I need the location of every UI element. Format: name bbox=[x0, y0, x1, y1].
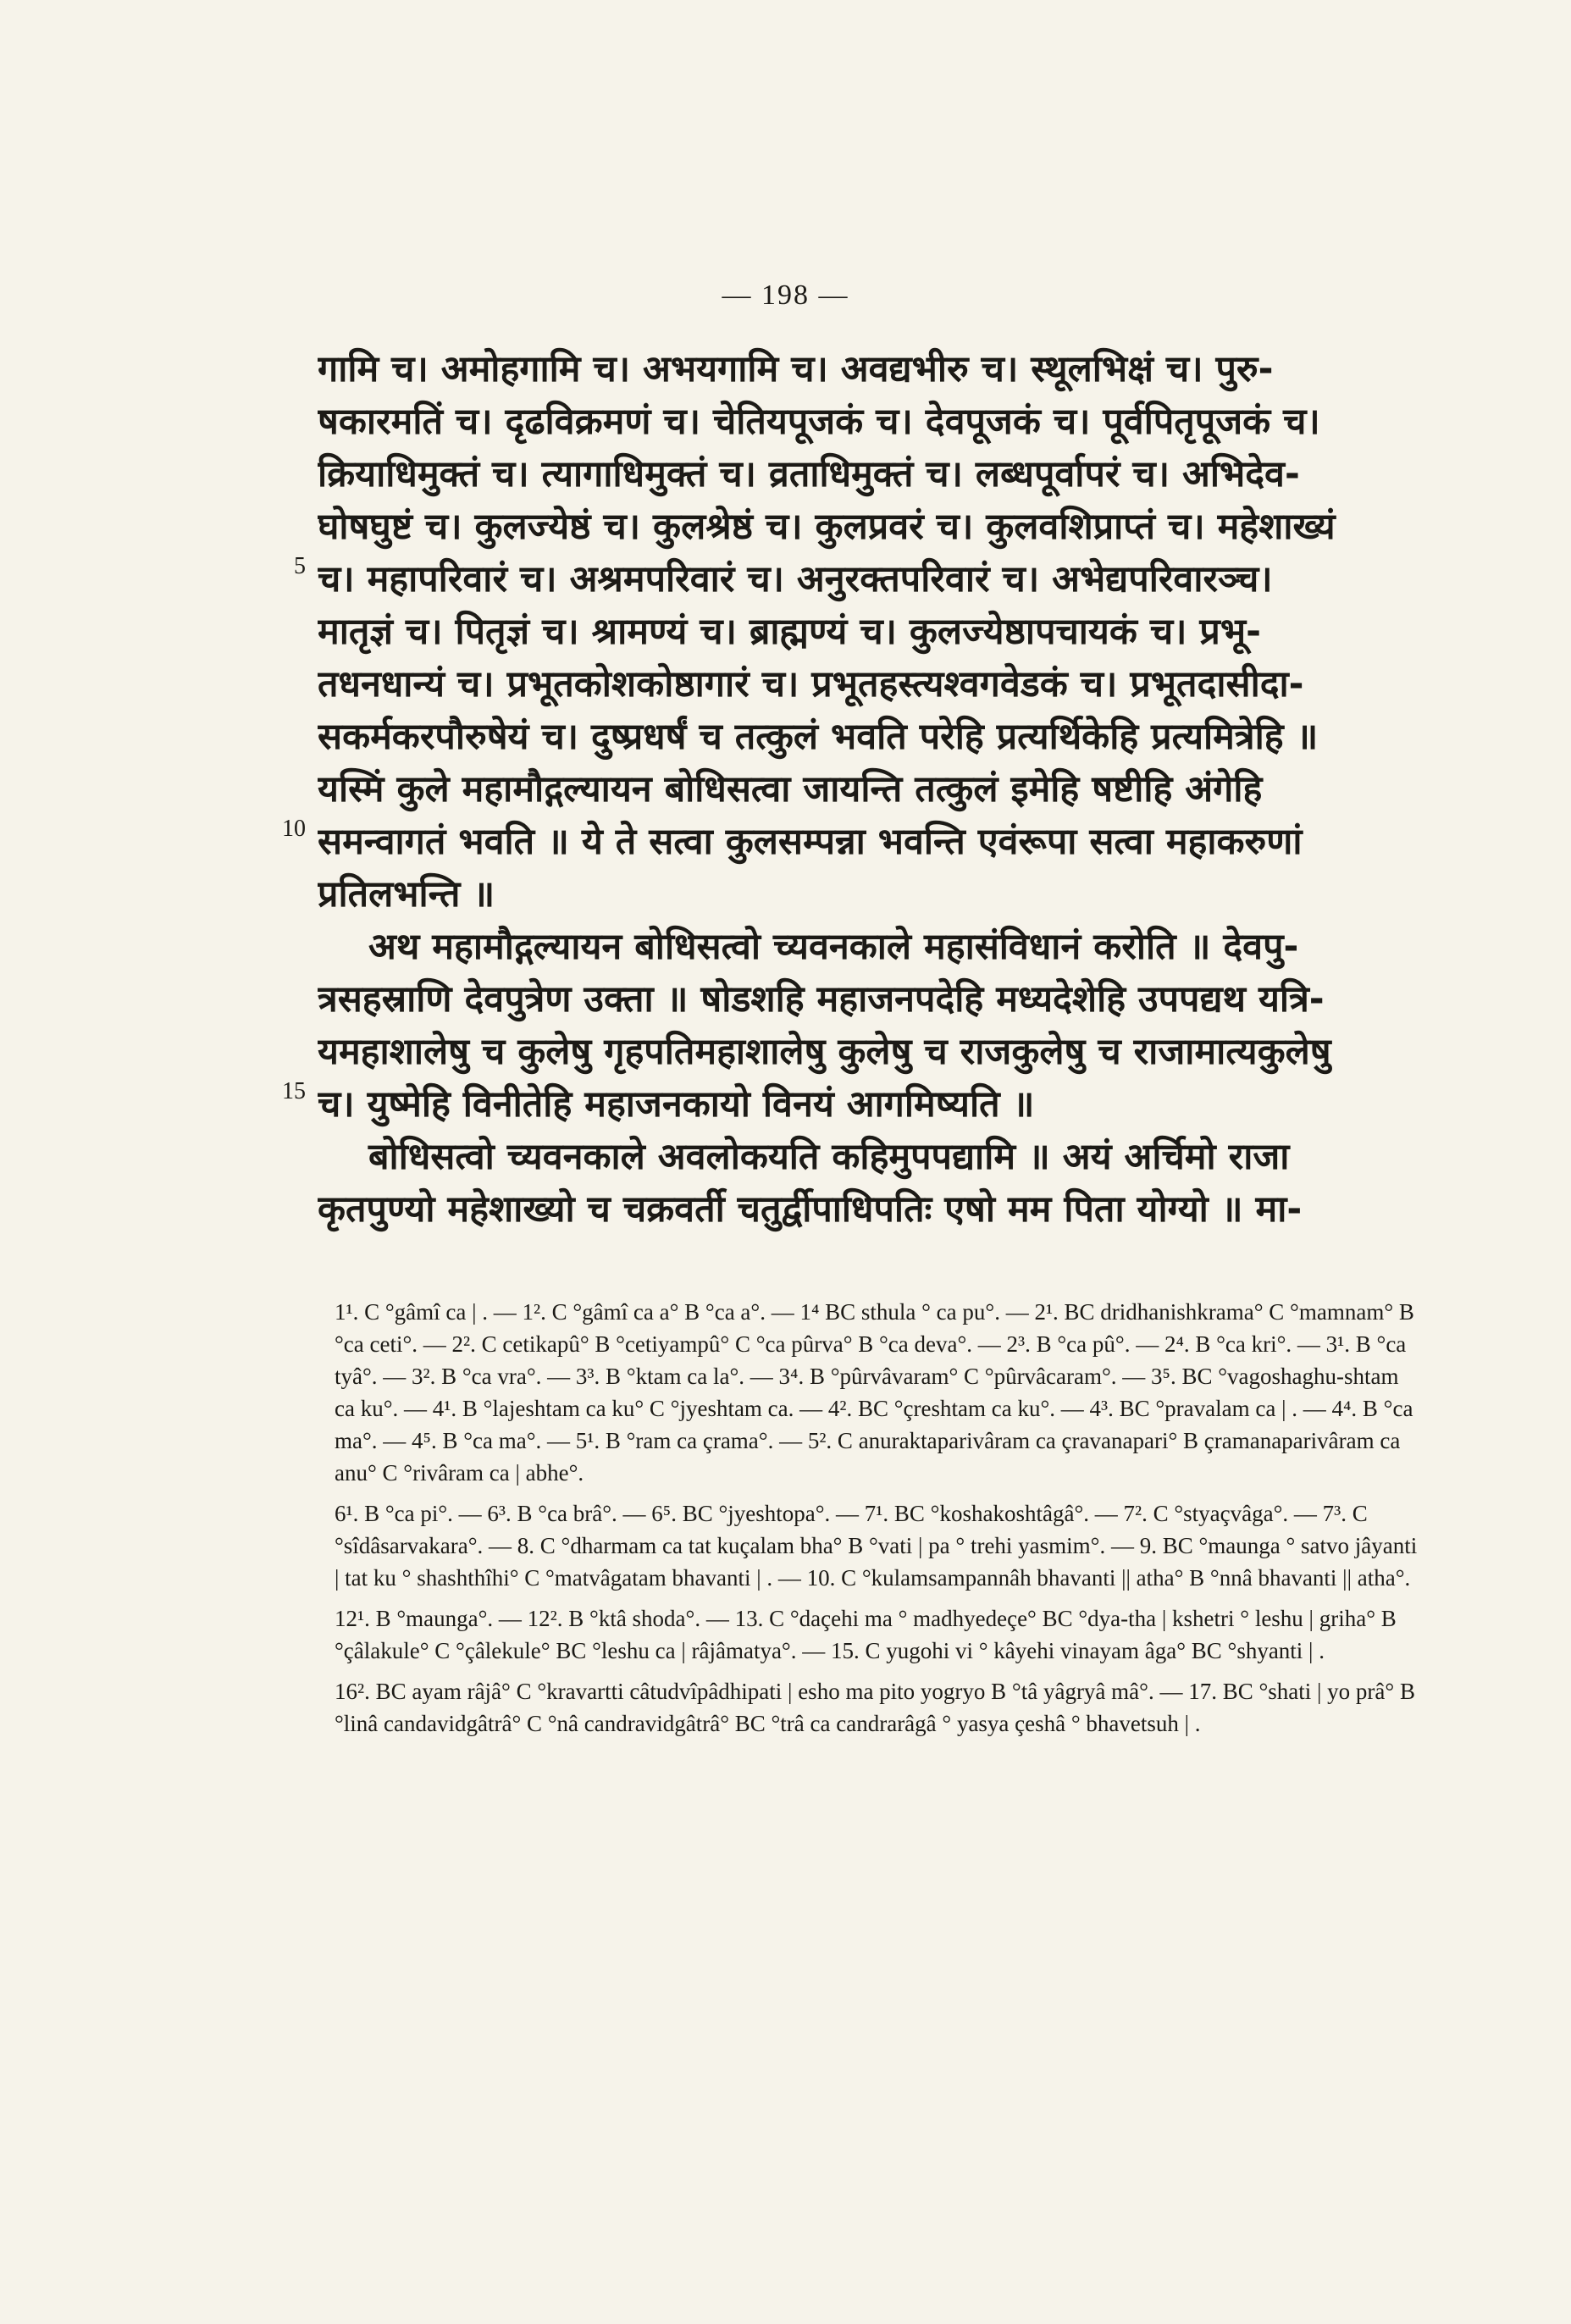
line-text: तधनधान्यं च। प्रभूतकोशकोष्ठागारं च। प्रभूतहस्त्यश्वगवेडकं च। प्रभूतदासीदा- bbox=[318, 663, 1304, 706]
line-text: मातृज्ञं च। पितृज्ञं च। श्रामण्यं च। ब्राह्मण्यं च। कुलज्येष्ठापचायकं च। प्रभू- bbox=[318, 611, 1261, 653]
line-text: त्रसहस्राणि देवपुत्रेण उक्ता ॥ षोडशहि महाजनपदेहि मध्यदेशेहि उपपद्यथ यत्रि- bbox=[318, 978, 1325, 1021]
text-line bbox=[282, 816, 1440, 868]
line-text: अथ महामौद्गल्यायन बोधिसत्वो च्यवनकाले महासंविधानं करोति ॥ देवपु- bbox=[368, 926, 1299, 968]
text-line bbox=[318, 606, 1440, 658]
line-text: च। महापरिवारं च। अश्रमपरिवारं च। अनुरक्तपरिवारं च। अभेद्यपरिवारञ्च। bbox=[318, 558, 1273, 600]
line-text: च। युष्मेहि विनीतेहि महाजनकायो विनयं आगमिष्यति ॥ bbox=[318, 1083, 1035, 1126]
text-line bbox=[318, 1026, 1440, 1078]
line-number: 15 bbox=[282, 1078, 306, 1104]
text-line bbox=[318, 973, 1440, 1026]
page-number: — 198 — bbox=[722, 279, 849, 311]
main-text bbox=[282, 343, 1440, 1236]
footnote-paragraph: 16². BC ayam râjâ° C °kravartti câtudvîpâdhipati | esho ma pito yogryo B °tâ yâgryâ mâ°. — 17. BC °shati | yo prâ° B °linâ candavidgâtrâ° C °nâ candravidgâtrâ° BC °trâ ca candrarâgâ ° yasya çeshâ ° bhavetsuh | . bbox=[335, 1679, 1415, 1736]
footnotes bbox=[335, 1296, 1419, 1748]
line-text: क्रियाधिमुक्तं च। त्यागाधिमुक्तं च। व्रताधिमुक्तं च। लब्धपूर्वापरं च। अभिदेव- bbox=[318, 453, 1300, 495]
text-line bbox=[318, 658, 1440, 711]
line-text: यमहाशालेषु च कुलेषु गृहपतिमहाशालेषु कुलेषु च राजकुलेषु च राजामात्यकुलेषु bbox=[318, 1031, 1331, 1073]
line-text: षकारमतिं च। दृढविक्रमणं च। चेतियपूजकं च। देवपूजकं च। पूर्वपितृपूजकं च। bbox=[318, 401, 1320, 443]
text-line bbox=[318, 868, 1440, 921]
line-text: कृतपुण्यो महेशाख्यो च चक्रवर्ती चतुर्द्वीपाधिपतिः एषो मम पिता योग्यो ॥ मा- bbox=[318, 1188, 1303, 1231]
line-text: समन्वागतं भवति ॥ ये ते सत्वा कुलसम्पन्ना भवन्ति एवंरूपा सत्वा महाकरुणां bbox=[318, 821, 1303, 863]
line-text: गामि च। अमोहगामि च। अभयगामि च। अवद्यभीरु च। स्थूलभिक्षं च। पुरु- bbox=[318, 348, 1274, 390]
line-text: प्रतिलभन्ति ॥ bbox=[318, 873, 495, 916]
text-line bbox=[318, 763, 1440, 816]
text-line bbox=[318, 1131, 1440, 1183]
text-line bbox=[318, 343, 1440, 396]
line-text: बोधिसत्वो च्यवनकाले अवलोकयति कहिमुपपद्यामि ॥ अयं अर्चिमो राजा bbox=[368, 1136, 1290, 1178]
line-text: सकर्मकरपौरुषेयं च। दुष्प्रधर्षं च तत्कुलं भवति परेहि प्रत्यर्थिकेहि प्रत्यमित्रेहि ॥ bbox=[318, 716, 1319, 758]
text-line bbox=[318, 396, 1440, 448]
text-line bbox=[282, 1078, 1440, 1131]
footnote-paragraph: 1¹. C °gâmî ca | . — 1². C °gâmî ca a° B °ca a°. — 1⁴ BC sthula ° ca pu°. — 2¹. BC dridhanishkrama° C °mamnam° B °ca ceti°. — 2². C cetikapû° B °cetiyampû° C °ca pûrva° B °ca deva°. — 2³. B °ca pû°. — 2⁴. B °ca kri°. — 3¹. B °ca tyâ°. — 3². B °ca vra°. — 3³. B °ktam ca la°. — 3⁴. B °pûrvâvaram° C °pûrvâcaram°. — 3⁵. BC °vagoshaghu-shtam ca ku°. — 4¹. B °lajeshtam ca ku° C °jyeshtam ca. — 4². BC °çreshtam ca ku°. — 4³. BC °pravalam ca | . — 4⁴. B °ca ma°. — 4⁵. B °ca ma°. — 5¹. B °ram ca çrama°. — 5². C anuraktaparivâram ca çravanapari° B çramanaparivâram ca anu° C °rivâram ca | abhe°. bbox=[335, 1299, 1414, 1486]
text-line bbox=[318, 711, 1440, 763]
text-line bbox=[318, 448, 1440, 501]
text-line bbox=[318, 501, 1440, 553]
text-line bbox=[294, 553, 1440, 606]
text-line bbox=[318, 921, 1440, 973]
line-number: 5 bbox=[294, 553, 306, 579]
line-number: 10 bbox=[282, 816, 306, 842]
line-text: यस्मिं कुले महामौद्गल्यायन बोधिसत्वा जायन्ति तत्कुलं इमेहि षष्टीहि अंगेहि bbox=[318, 768, 1263, 811]
footnote-paragraph: 12¹. B °maunga°. — 12². B °ktâ shoda°. — 13. C °daçehi ma ° madhyedeçe° BC °dya-tha | kshetri ° leshu | griha° B °çâlakule° C °çâlekule° BC °leshu ca | râjâmatya°. — 15. C yugohi vi ° kâyehi vinayam âga° BC °shyanti | . bbox=[335, 1606, 1397, 1663]
line-text: घोषघुष्टं च। कुलज्येष्ठं च। कुलश्रेष्ठं च। कुलप्रवरं च। कुलवशिप्राप्तं च। महेशाख्यं bbox=[318, 506, 1336, 548]
text-line bbox=[318, 1183, 1440, 1236]
footnote-paragraph: 6¹. B °ca pi°. — 6³. B °ca brâ°. — 6⁵. BC °jyeshtopa°. — 7¹. BC °koshakoshtâgâ°. — 7². C °styaçvâga°. — 7³. C °sîdâsarvakara°. — 8. C °dharmam ca tat kuçalam bha° B °vati | pa ° trehi yasmim°. — 9. BC °maunga ° satvo jâyanti | tat ku ° shashthîhi° C °matvâgatam bhavanti | . — 10. C °kulamsampannâh bhavanti || atha° B °nnâ bhavanti || atha°. bbox=[335, 1501, 1418, 1591]
